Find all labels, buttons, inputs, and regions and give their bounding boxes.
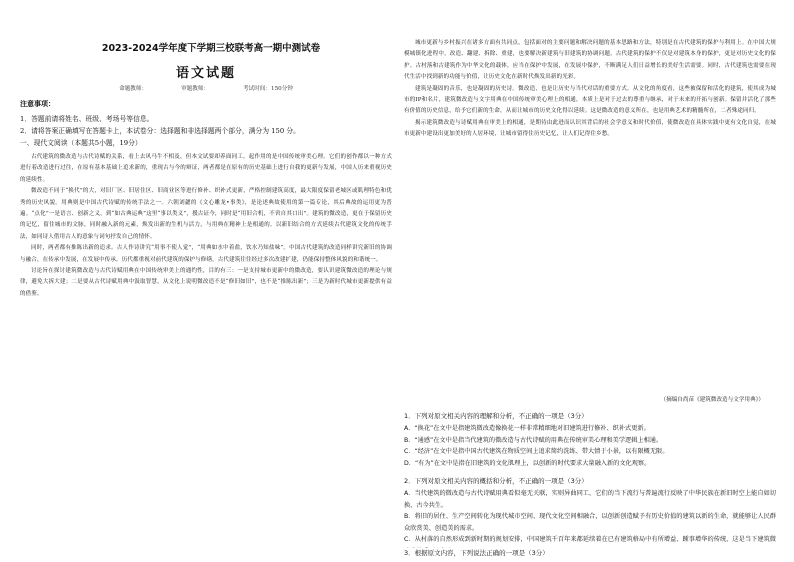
passage-paragraph: 古代建筑的微改造与古代诗赋的关系，看上去风马牛不相及，但本文试要却养面同工。起作用的是中国传统审美心理。它们的创作都以一种方式进行着改造进行过往，在原有基本基础上追求新的，重现古与今的辩证，两者都是在原有的历史基础上进行自我的更新与发展，中国人历来重视历史的延续性。 xyxy=(20,154,392,183)
question-option[interactable]: B．将旧的居住、生产空间转化为现代城市空间、现代文化空间相融合，以创新创造赋予有历史价值的建筑以新的生命，就能够让人民群众欣赏美、创造美的需求。 xyxy=(404,513,776,532)
question-stem: 2．下列对原文相关内容的概括和分析，不正确的一项是（3分） xyxy=(404,477,588,485)
passage-right xyxy=(404,38,776,388)
left-column xyxy=(20,0,392,562)
exam-meta xyxy=(20,84,392,92)
notice-heading: 注意事项： xyxy=(20,99,55,108)
question-option[interactable]: A．“换花”在文中是指建筑微改造像换花一样非常精细地对旧建筑进行修补、织补式更新。 xyxy=(404,425,650,432)
right-column xyxy=(404,0,776,562)
question-option[interactable]: D．“有为”在文中是指在旧建筑的文化肌理上，以创新的时代要求大量融入新的文化观察。 xyxy=(404,459,651,467)
exam-title: 2023-2024学年度下学期三校联考高一期中测试卷 xyxy=(101,43,321,54)
passage-paragraph: 建筑是凝固的音乐，也是凝固的历史诗。微改造，也是让历史与当代对话的重要方式。从文化的角度看，这些被保留和活化的建筑，使其成为城市的IP和名片，建筑微改造与文字用典在中国传统审美心理上的相通，本质上是对于过去的尊重与继承，对于未来的开拓与创新。保留并活化了那些有价值的历史信息，给予它们新的生命，从而让城市的历史文化得以延续。这是微改造的意义所在，也是用典艺术的精髓所在，二者殊途同归。 xyxy=(404,85,776,115)
question-2 xyxy=(404,474,776,548)
passage-paragraph: 揭示建筑微改造与诗赋用典在审美上的相通，是期待由此进而认识其背后的社会学意义和时代价值，使微改造在具体实践中更有文化自觉，在城市更新中建设出更加美好的人居环境，让城市留得住历史记忆，让人们记得住乡愁。 xyxy=(404,119,776,138)
question-option[interactable]: B．“通感”在文中是指当代建筑的微改造与古代诗赋的用典在传统审美心理和美学逻辑上相通。 xyxy=(404,436,663,444)
proposer-label: 命题教师： xyxy=(119,86,148,92)
passage-paragraph: 微改造不同于“换代”的大，对旧厂区、旧居住区、旧商业区等进行修补、织补式更新，严格控制建筑高度，最大限度保留老城区或肌理特色和优秀的历史风貌。用典则是中国古代诗赋的传统手法之一。六朝刘勰的《文心雕龙•事类》，是论述典故使用的第一篇专论，其后典故的运用更为普遍。“点化”一是语言、创新之义，到“如古典运典”这里“事以类义”，援古证今，同时是“用旧合机，不啻自其口出”。建筑的微改造，更在于保留历史的记忆，留住城市的文脉，同时融入新的元素，焕发出新的生机与活力，与用典在精神上是相通的。以新旧结合的方式延续古代建筑文化的传统手法，如同诗人借用古人的意象与词句抒发自己的情怀。 xyxy=(20,188,392,240)
question-stem: 3．根据原文内容，下列说法正确的一项是（3分） xyxy=(404,549,549,557)
notice-item-2: 2．请将答案正确填写在答题卡上，本试卷分：选择题和非选择题两个部分，满分为 150 分。 xyxy=(20,127,300,135)
question-1 xyxy=(404,409,776,469)
question-option[interactable]: C．从村落的自然形成到新时期的规划安排，中国建筑千百年来都延续着在已有建筑格局中有所增益、踵事增华的传统，这是当下建筑微 xyxy=(404,536,776,544)
question-option[interactable]: A．当代建筑的微改造与古代诗赋用典看似毫无关联，实则异曲同工，它们的当下流行与普遍流行反映了中华民族在新旧时空上能自如切换、古今共生。 xyxy=(404,490,776,509)
question-3 xyxy=(404,546,776,560)
question-option[interactable]: C．“经济”在文中是指中国古代建筑在物质空间上追求简约洗练、带大情于小景，以有限概无限。 xyxy=(404,448,669,456)
notice-item-1: 1．答题前请将姓名、班级、考场号等信息。 xyxy=(20,115,154,123)
question-stem: 1．下列对原文相关内容的理解和分析，不正确的一项是（3分） xyxy=(404,412,588,420)
section-heading: 一、现代文阅读（本题共5小题，19分） xyxy=(20,139,142,147)
passage-paragraph: 城市更新与乡村振兴在诸多方面有共同点，包括面对的主要问题和解决问题的基本思路和方法，特别是在古代建筑的保护与利用上。在中国大规模城镇化进程中，改造、翻建、拆除、重建，也要解决新建筑与旧建筑的协调问题。古代建筑的保护不仅是对建筑本身的保护，更是对历史文化的保护。古村落和古建筑作为中华文化的载体，应当在保护中发展，在发展中保护，不断满足人们日益增长的美好生活需要。同时，古代建筑也需要在现代生活中找到新的功能与价值，让历史文化在新时代焕发出新的光彩。 xyxy=(404,40,776,81)
time-label: 考试时间：150分钟 xyxy=(243,86,293,92)
subject-title: 语文试题 xyxy=(175,66,236,81)
passage-paragraph: 同时，两者都有推陈出新的追求。古人作诗讲究“用事不使人觉”，“用典如水中着盐，饮水乃知盐味”。中国古代建筑的改造同样讲究新旧的协调与融合，在传承中发展，在发展中传承。历代都重视对前代建筑的保护与修缮，古代建筑往往经过多次改建扩建，仍能保持整体风貌的和谐统一。 xyxy=(20,245,392,263)
source-citation: （摘编自尚苗《建筑微改造与文学用典》） xyxy=(660,397,764,403)
passage-paragraph: 讨论旨在探讨建筑微改造与古代诗赋用典在中国传统审美上的通约性，目的有三：一是支持城市更新中的微改造，要认识建筑微改造的理论与规律，避免大拆大建；二是要从古代诗赋用典中汲取智慧，从文化上说明微改造不是“修旧如旧”，也不是“推陈出新”；三是为新时代城市更新提供有益的借鉴。 xyxy=(20,268,392,297)
reviewer-label: 审题教师： xyxy=(181,86,210,92)
passage-left xyxy=(20,152,392,560)
